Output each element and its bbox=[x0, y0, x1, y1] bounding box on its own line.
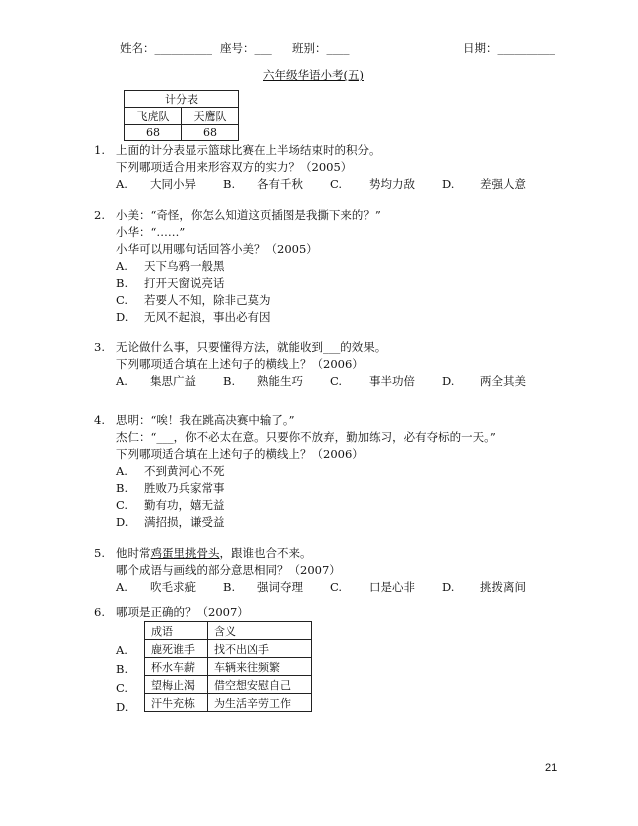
option-letter[interactable]: A. bbox=[116, 464, 128, 478]
option-letter[interactable]: C. bbox=[330, 374, 343, 388]
option-letter[interactable]: A. bbox=[116, 177, 128, 191]
question-number: 6. bbox=[94, 605, 105, 619]
option-text[interactable]: 若要人不知，除非己莫为 bbox=[144, 293, 271, 307]
table-row[interactable] bbox=[145, 640, 312, 658]
option-text[interactable]: 势均力敌 bbox=[369, 177, 415, 191]
option-text[interactable]: 勤有功，嬉无益 bbox=[144, 498, 225, 512]
scoreboard-caption: 计分表 bbox=[125, 91, 239, 108]
question-text: 无论做什么事，只要懂得方法，就能收到___的效果。 bbox=[116, 340, 387, 354]
table-row[interactable] bbox=[145, 694, 312, 712]
option-letter[interactable]: C. bbox=[330, 580, 343, 594]
idiom-cell: 杯水车薪 bbox=[145, 658, 208, 676]
option-letter[interactable]: D. bbox=[116, 700, 129, 714]
option-text[interactable]: 两全其美 bbox=[480, 374, 526, 388]
option-letter[interactable]: B. bbox=[116, 662, 129, 676]
option-letter[interactable]: B. bbox=[223, 374, 236, 388]
option-text[interactable]: 口是心非 bbox=[369, 580, 415, 594]
option-letter[interactable]: D. bbox=[442, 374, 455, 388]
page-title: 六年级华语小考(五) bbox=[263, 68, 364, 82]
meaning-cell: 找不出凶手 bbox=[208, 640, 312, 658]
question-text-after: ，跟谁也合不来。 bbox=[219, 546, 312, 560]
score-flying-tigers: 68 bbox=[125, 125, 182, 141]
option-letter[interactable]: C. bbox=[116, 498, 129, 512]
option-text[interactable]: 各有千秋 bbox=[257, 177, 303, 191]
question-text: 哪个成语与画线的部分意思相同？（2007） bbox=[116, 563, 341, 577]
option-letter[interactable]: B. bbox=[223, 580, 236, 594]
name-field[interactable]: 姓名：__________ bbox=[120, 41, 212, 55]
seat-field[interactable]: 座号：___ bbox=[220, 41, 272, 55]
question-number: 5. bbox=[94, 546, 105, 560]
team-name-sky-eagles: 天鹰队 bbox=[182, 108, 239, 125]
question-text: 小华：“……” bbox=[116, 225, 186, 239]
option-letter[interactable]: D. bbox=[116, 310, 129, 324]
option-text[interactable]: 无风不起浪，事出必有因 bbox=[144, 310, 271, 324]
option-text[interactable]: 吹毛求疵 bbox=[150, 580, 196, 594]
score-sky-eagles: 68 bbox=[182, 125, 239, 141]
question-text: 上面的计分表显示篮球比赛在上半场结束时的积分。 bbox=[116, 143, 381, 157]
option-letter[interactable]: B. bbox=[116, 481, 129, 495]
option-letter[interactable]: A. bbox=[116, 374, 128, 388]
option-letter[interactable]: C. bbox=[116, 293, 129, 307]
option-letter[interactable]: B. bbox=[223, 177, 236, 191]
option-letter[interactable]: D. bbox=[442, 177, 455, 191]
option-text[interactable]: 挑拨离间 bbox=[480, 580, 526, 594]
option-text[interactable]: 打开天窗说亮话 bbox=[144, 276, 225, 290]
option-letter[interactable]: D. bbox=[116, 515, 129, 529]
option-letter[interactable]: A. bbox=[116, 259, 128, 273]
option-text[interactable]: 不到黄河心不死 bbox=[144, 464, 225, 478]
option-text[interactable]: 天下乌鸦一般黑 bbox=[144, 259, 225, 273]
idiom-cell: 望梅止渴 bbox=[145, 676, 208, 694]
meaning-cell: 为生活辛劳工作 bbox=[208, 694, 312, 712]
meaning-cell: 借空想安慰自己 bbox=[208, 676, 312, 694]
question-text: 下列哪项适合填在上述句子的横线上？（2006） bbox=[116, 447, 364, 461]
question-number: 4. bbox=[94, 413, 105, 427]
table-row[interactable] bbox=[145, 676, 312, 694]
option-letter[interactable]: C. bbox=[116, 681, 129, 695]
class-field[interactable]: 班别：____ bbox=[292, 41, 350, 55]
table-header-meaning: 含义 bbox=[208, 622, 312, 640]
question-text bbox=[116, 546, 312, 560]
question-text-before: 他时常 bbox=[116, 546, 151, 560]
table-header-idiom: 成语 bbox=[145, 622, 208, 640]
option-text[interactable]: 事半功倍 bbox=[369, 374, 415, 388]
scoreboard-table bbox=[124, 90, 239, 141]
question-text: 下列哪项适合用来形容双方的实力？（2005） bbox=[116, 160, 353, 174]
option-text[interactable]: 满招损，谦受益 bbox=[144, 515, 225, 529]
question-text: 杰仁：“___，你不必太在意。只要你不放弃，勤加练习，必有夺标的一天。” bbox=[116, 430, 496, 444]
meaning-cell: 车辆来往频繁 bbox=[208, 658, 312, 676]
idiom-cell: 汗牛充栋 bbox=[145, 694, 208, 712]
question-number: 2. bbox=[94, 208, 105, 222]
underlined-phrase: 鸡蛋里挑骨头 bbox=[150, 546, 220, 560]
question-text: 小华可以用哪句话回答小美？（2005） bbox=[116, 242, 318, 256]
idiom-cell: 鹿死谁手 bbox=[145, 640, 208, 658]
idiom-meaning-table bbox=[144, 621, 312, 712]
question-text: 哪项是正确的？（2007） bbox=[116, 605, 249, 619]
option-letter[interactable]: A. bbox=[116, 643, 128, 657]
question-text: 小美：“奇怪，你怎么知道这页插图是我撕下来的？” bbox=[116, 208, 381, 222]
option-text[interactable]: 熟能生巧 bbox=[257, 374, 303, 388]
option-text[interactable]: 强词夺理 bbox=[257, 580, 303, 594]
option-text[interactable]: 大同小异 bbox=[150, 177, 196, 191]
option-text[interactable]: 胜败乃兵家常事 bbox=[144, 481, 225, 495]
date-field[interactable]: 日期：__________ bbox=[463, 41, 555, 55]
option-text[interactable]: 集思广益 bbox=[150, 374, 196, 388]
page-number: 21 bbox=[545, 762, 558, 774]
question-text: 下列哪项适合填在上述句子的横线上？（2006） bbox=[116, 357, 364, 371]
question-number: 3. bbox=[94, 340, 105, 354]
option-letter[interactable]: D. bbox=[442, 580, 455, 594]
question-text: 思明：“唉！我在跳高决赛中输了。” bbox=[116, 413, 295, 427]
option-letter[interactable]: C. bbox=[330, 177, 343, 191]
option-letter[interactable]: B. bbox=[116, 276, 129, 290]
option-letter[interactable]: A. bbox=[116, 580, 128, 594]
question-number: 1. bbox=[94, 143, 105, 157]
table-row[interactable] bbox=[145, 658, 312, 676]
team-name-flying-tigers: 飞虎队 bbox=[125, 108, 182, 125]
option-text[interactable]: 差强人意 bbox=[480, 177, 526, 191]
